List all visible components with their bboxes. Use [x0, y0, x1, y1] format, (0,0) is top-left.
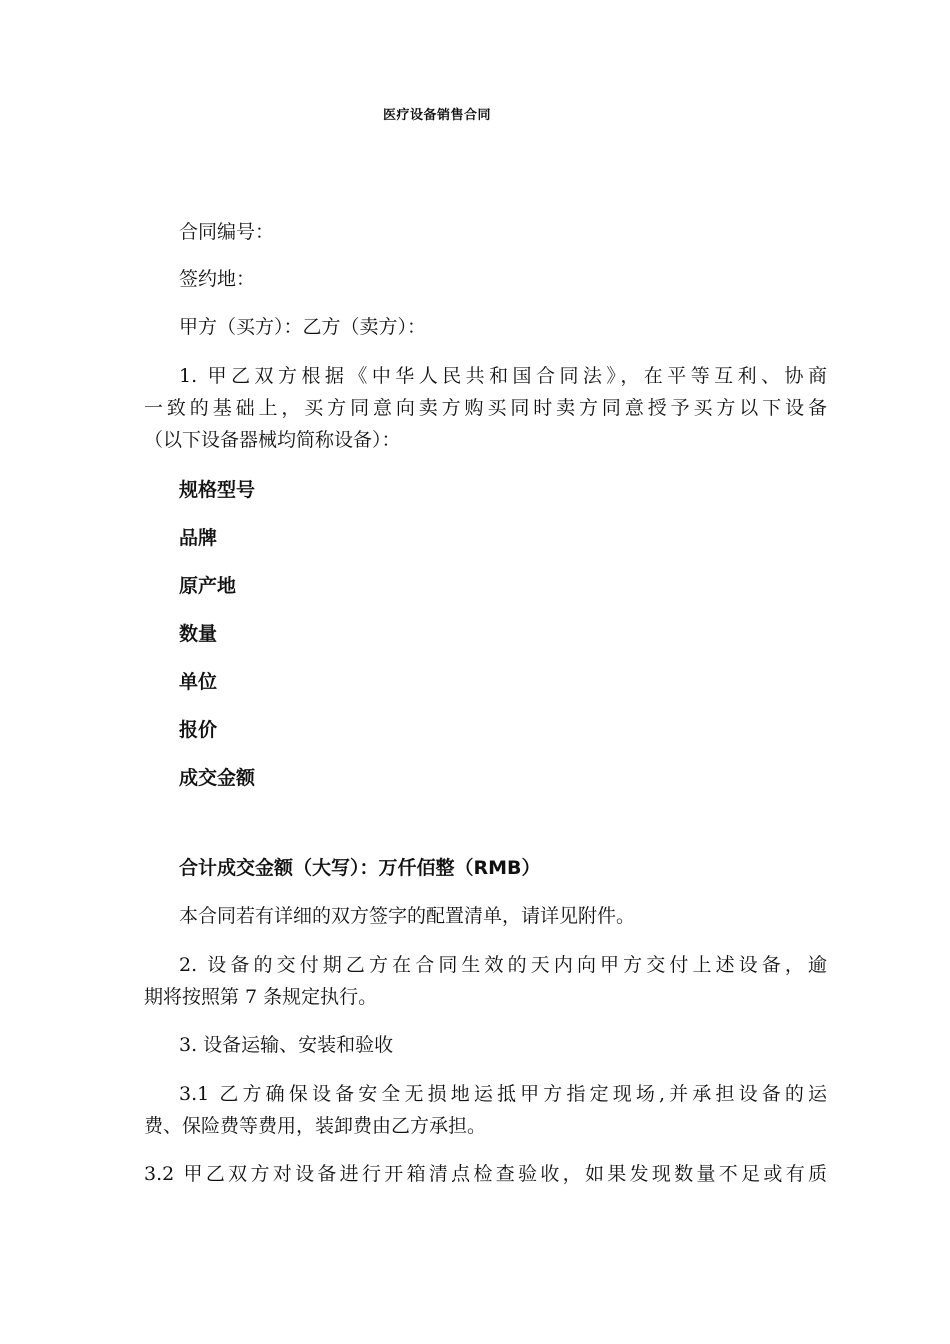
- attachment-note: 本合同若有详细的双方签字的配置清单，请详见附件。: [179, 905, 636, 927]
- total-amount-label: 合计成交金额（大写）：万仟佰整（RMB）: [179, 857, 541, 879]
- clause-1-line-3: （以下设备器械均简称设备）：: [144, 429, 401, 451]
- clause-3-2-line-1: 3.2 甲乙双方对设备进行开箱清点检查验收，如果发现数量不足或有质: [144, 1163, 827, 1185]
- signing-place-label: 签约地：: [179, 268, 256, 290]
- clause-3-1-line-1: 3.1 乙方确保设备安全无损地运抵甲方指定现场,并承担设备的运: [179, 1083, 827, 1105]
- field-brand: 品牌: [179, 527, 218, 549]
- field-quote: 报价: [179, 719, 218, 741]
- document-title: 医疗设备销售合同: [382, 108, 491, 123]
- contract-number-label: 合同编号：: [179, 221, 275, 243]
- parties-label: 甲方（买方）：乙方（卖方）：: [179, 316, 427, 338]
- field-deal-amount: 成交金额: [179, 767, 256, 789]
- clause-1-line-1: 1. 甲乙双方根据《中华人民共和国合同法》，在平等互利、协商: [179, 365, 827, 387]
- clause-2-line-1: 2. 设备的交付期乙方在合同生效的天内向甲方交付上述设备，逾: [179, 954, 827, 976]
- field-spec-model: 规格型号: [179, 479, 256, 501]
- clause-2-line-2: 期将按照第 7 条规定执行。: [144, 986, 378, 1008]
- clause-3-1-line-2: 费、保险费等费用，装卸费由乙方承担。: [144, 1115, 487, 1137]
- clause-3-heading: 3. 设备运输、安装和验收: [179, 1034, 394, 1056]
- clause-1-line-2: 一致的基础上，买方同意向卖方购买同时卖方同意授予买方以下设备: [144, 397, 827, 419]
- field-quantity: 数量: [179, 623, 218, 645]
- field-origin: 原产地: [179, 575, 237, 597]
- field-unit: 单位: [179, 671, 218, 693]
